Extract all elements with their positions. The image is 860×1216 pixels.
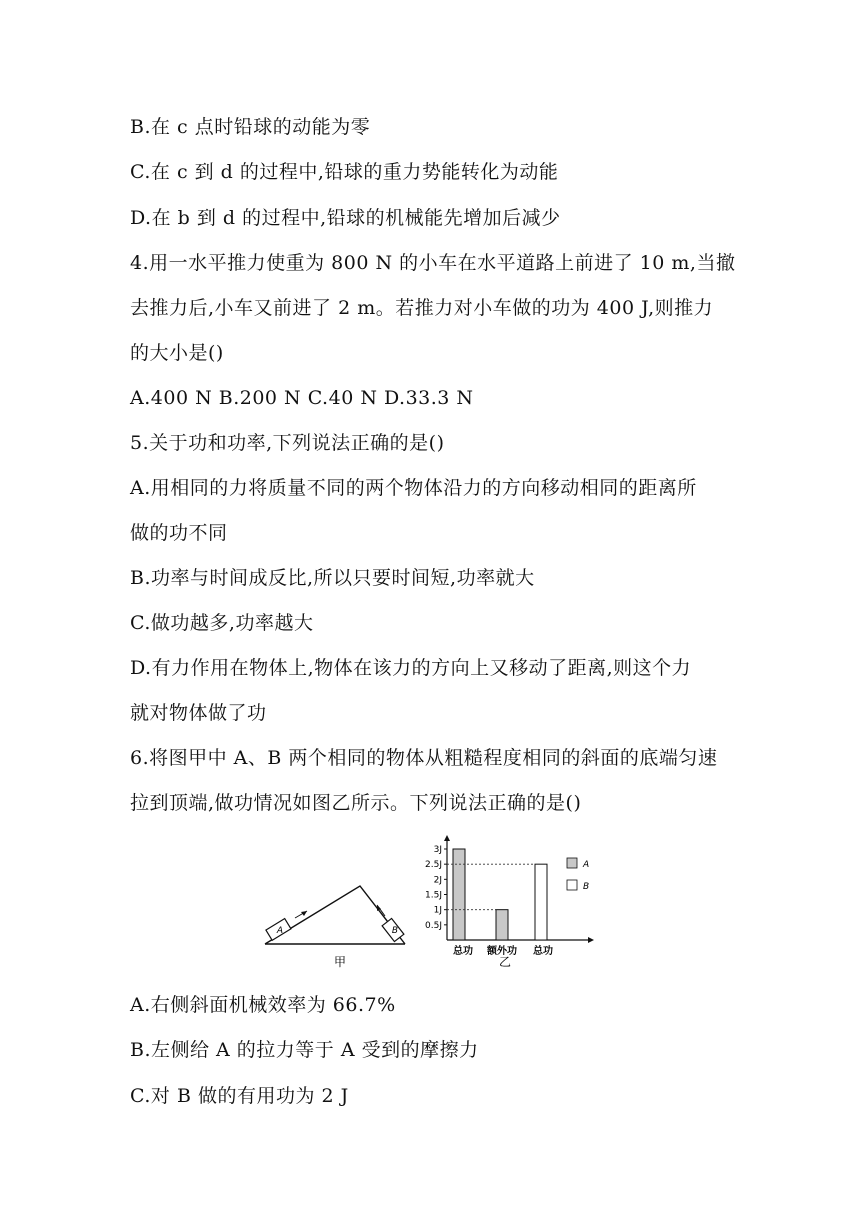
option-5a-line-2: 做的功不同 (130, 522, 228, 544)
option-5a-line-1: A.用相同的力将质量不同的两个物体沿力的方向移动相同的距离所 (130, 477, 697, 499)
bar-a (496, 910, 508, 940)
option-5c: C.做功越多,功率越大 (130, 612, 314, 634)
caption-left: 甲 (333, 955, 347, 969)
option-6b: B.左侧给 A 的拉力等于 A 受到的摩擦力 (130, 1039, 479, 1061)
question-6-line-1: 6.将图甲中 A、B 两个相同的物体从粗糙程度相同的斜面的底端匀速 (130, 747, 718, 769)
option-6a: A.右侧斜面机械效率为 66.7% (130, 994, 396, 1016)
option-3d: D.在 b 到 d 的过程中,铅球的机械能先增加后减少 (130, 207, 561, 229)
option-6c: C.对 B 做的有用功为 2 J (130, 1085, 349, 1107)
x-category-label: 总功 (533, 946, 553, 957)
option-5b: B.功率与时间成反比,所以只要时间短,功率就大 (130, 567, 535, 589)
legend-label-a: A (583, 860, 590, 870)
caption-right: 乙 (498, 955, 512, 969)
x-category-label: 总功 (453, 946, 473, 957)
figure (255, 832, 615, 982)
bar-b (535, 864, 547, 940)
option-3c: C.在 c 到 d 的过程中,铅球的重力势能转化为动能 (130, 161, 559, 183)
option-3b: B.在 c 点时铅球的动能为零 (130, 116, 371, 138)
x-category-label: 额外功 (487, 946, 517, 957)
legend-label-b: B (583, 882, 590, 892)
question-6-line-2: 拉到顶端,做功情况如图乙所示。下列说法正确的是() (130, 792, 582, 814)
x-axis-arrow (588, 937, 594, 943)
y-tick-label: 2.5J (425, 860, 442, 871)
question-4-line-2: 去推力后,小车又前进了 2 m。若推力对小车做的功为 400 J,则推力 (130, 297, 714, 319)
incline-diagram (265, 886, 405, 969)
block-b-label: B (391, 926, 399, 936)
legend-swatch-b (567, 880, 577, 890)
block-a-label: A (276, 926, 284, 936)
question-4-line-1: 4.用一水平推力使重为 800 N 的小车在水平道路上前进了 10 m,当撤 (130, 252, 736, 274)
y-tick-label: 1.5J (425, 890, 442, 901)
question-4-options: A.400 N B.200 N C.40 N D.33.3 N (130, 387, 474, 409)
option-5d-line-2: 就对物体做了功 (130, 702, 267, 724)
option-5d-line-1: D.有力作用在物体上,物体在该力的方向上又移动了距离,则这个力 (130, 657, 692, 679)
legend-swatch-a (567, 858, 577, 868)
y-axis-arrow (444, 835, 450, 841)
y-tick-label: 2J (433, 875, 442, 886)
y-tick-label: 3J (433, 845, 442, 855)
y-tick-label: 1J (433, 905, 442, 916)
bar-a (453, 849, 465, 940)
question-4-line-3: 的大小是() (130, 342, 224, 364)
work-bar-chart (425, 835, 594, 969)
y-tick-label: 0.5J (425, 920, 442, 931)
question-5-stem: 5.关于功和功率,下列说法正确的是() (130, 432, 445, 454)
